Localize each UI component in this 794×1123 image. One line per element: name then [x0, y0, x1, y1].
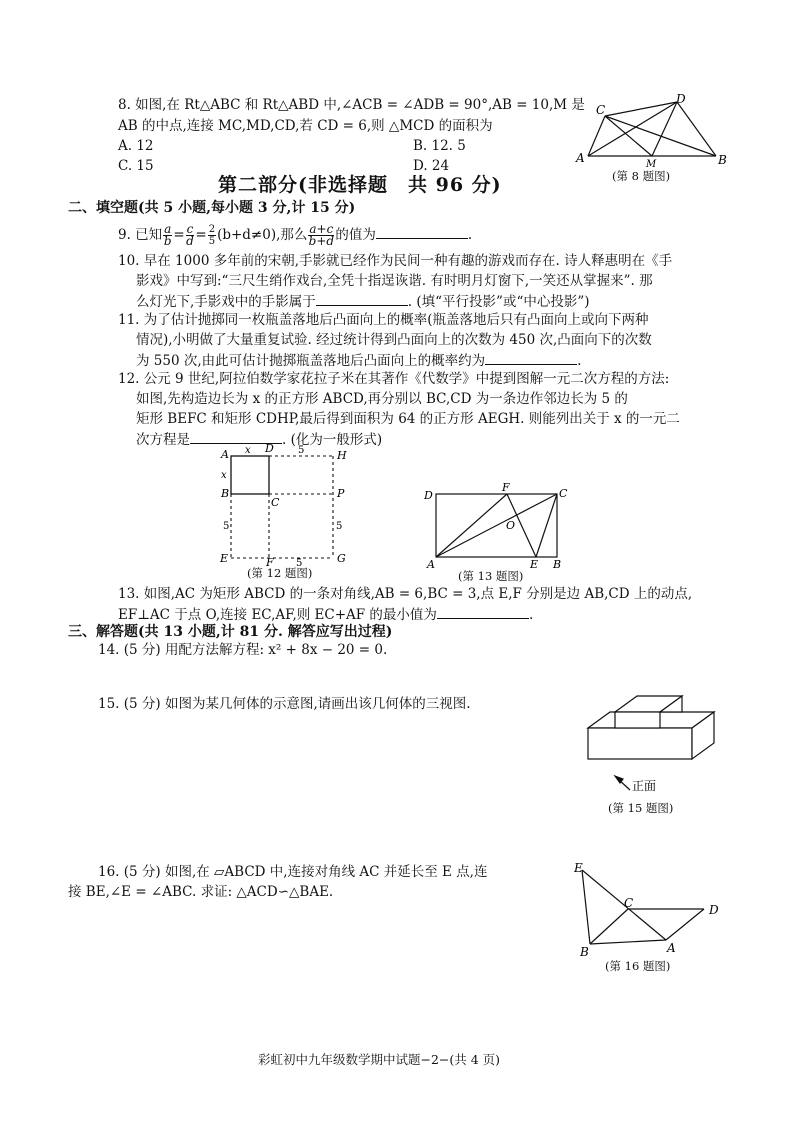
- q13-label-d: D: [424, 489, 433, 502]
- q8-label-d: D: [676, 92, 686, 106]
- q12-label-e: E: [220, 552, 229, 565]
- q9-answer-blank[interactable]: [376, 224, 468, 239]
- q16-figure: [566, 858, 726, 958]
- q16-label-e: E: [574, 861, 583, 875]
- q12-label-5-left: 5: [223, 521, 230, 532]
- q13-answer-blank[interactable]: [437, 604, 529, 619]
- q11-line2: 情况),小明做了大量重复试验. 经过统计得到凸面向上的次数为 450 次,凸面向下的次数: [136, 332, 652, 348]
- q12-label-5-bottom: 5: [296, 558, 303, 568]
- q13-label-c: C: [559, 487, 568, 500]
- q12-label-x-left: x: [221, 470, 227, 481]
- q13-label-b: B: [553, 558, 562, 571]
- q8-option-c: C. 15: [118, 158, 154, 174]
- q8-label-c: C: [596, 103, 606, 117]
- q12-line1: 12. 公元 9 世纪,阿拉伯数学家花拉子米在其著作《代数学》中提到图解一元二次方程的方法:: [118, 371, 670, 387]
- q15-front-label: 正面: [632, 779, 657, 793]
- q12-label-p: P: [337, 487, 345, 500]
- q12-label-x-top: x: [245, 445, 251, 456]
- q16-line1: 16. (5 分) 如图,在 ▱ABCD 中,连接对角线 AC 并延长至 E 点,连: [98, 864, 488, 880]
- q15-caption: (第 15 题图): [608, 801, 674, 815]
- q9: 9. 已知 $\frac{a}{b}$ = $\frac{c}{d}$ = $\frac{2}{5}$ (b+d≠0),那么 $\frac{a+c}{b+d}$ 的值为 .: [118, 222, 473, 248]
- page-footer: 彩虹初中九年级数学期中试题−2−(共 4 页): [258, 1052, 501, 1067]
- q12-label-h: H: [337, 449, 347, 462]
- q13-label-a: A: [427, 558, 435, 571]
- q12-label-5-top: 5: [298, 445, 305, 456]
- q8-label-a: A: [576, 151, 585, 165]
- q16-label-a: A: [667, 941, 676, 955]
- q8-line1: 8. 如图,在 Rt△ABC 和 Rt△ABD 中,∠ACB = ∠ADB = 90°,AB = 10,M 是: [118, 97, 585, 113]
- q12-label-a: A: [221, 448, 229, 461]
- q8-option-a: A. 12: [118, 138, 154, 154]
- q9-pre: 9. 已知: [118, 227, 163, 243]
- q16-caption: (第 16 题图): [605, 959, 671, 973]
- q8-option-d: D. 24: [413, 158, 450, 174]
- q12-line3: 矩形 BEFC 和矩形 CDHP,最后得到面积为 64 的正方形 AEGH. 则能列出关于 x 的一元二: [136, 411, 680, 427]
- q12-label-d: D: [265, 442, 274, 455]
- q16-label-c: C: [624, 896, 634, 910]
- q12-line4: 次方程是 . (化为一般形式): [136, 429, 382, 450]
- q9-frac-a-b: $\frac{a}{b}$: [163, 222, 172, 248]
- q12-label-b: B: [221, 487, 230, 500]
- q10-line1: 10. 早在 1000 多年前的宋朝,手影就已经作为民间一种有趣的游戏而存在. 诗人释惠明在《手: [118, 253, 673, 269]
- q12-label-f: F: [266, 556, 274, 568]
- q10-line3: 么灯光下,手影戏中的手影属于 . (填“平行投影”或“中心投影”): [136, 291, 590, 312]
- q13-label-e: E: [530, 558, 539, 571]
- q13-label-f: F: [502, 482, 510, 494]
- q11-line3: 为 550 次,由此可估计抛掷瓶盖落地后凸面向上的概率约为 .: [136, 350, 581, 371]
- q9-frac-target: $\frac{a+c}{b+d}$: [308, 222, 335, 248]
- q12-line2: 如图,先构造边长为 x 的正方形 ABCD,再分别以 BC,CD 为一条边作邻边长为 5 的: [136, 391, 628, 407]
- q14: 14. (5 分) 用配方法解方程: x² + 8x − 20 = 0.: [98, 642, 388, 658]
- q12-caption: (第 12 题图): [247, 566, 313, 580]
- q16-label-d: D: [709, 903, 719, 917]
- q10-answer-blank[interactable]: [316, 291, 408, 306]
- q12-label-g: G: [337, 552, 346, 565]
- fill-section-header: 二、填空题(共 5 小题,每小题 3 分,计 15 分): [68, 200, 356, 216]
- q13-line1: 13. 如图,AC 为矩形 ABCD 的一条对角线,AB = 6,BC = 3,点 E,F 分别是边 AB,CD 上的动点,: [118, 586, 693, 602]
- solve-section-header: 三、解答题(共 13 小题,计 81 分. 解答应写出过程): [68, 624, 393, 640]
- q9-frac-c-d: $\frac{c}{d}$: [186, 222, 194, 248]
- q13-figure: [422, 482, 572, 572]
- q12-label-5-right: 5: [336, 521, 343, 532]
- q13-line2: EF⊥AC 于点 O,连接 EC,AF,则 EC+AF 的最小值为 .: [118, 604, 533, 625]
- q16-label-b: B: [580, 945, 589, 958]
- part2-title: 第二部分(非选择题 共 96 分): [218, 174, 502, 196]
- q12-label-c: C: [271, 496, 280, 509]
- q8-figure: [570, 92, 730, 170]
- q13-label-o: O: [506, 519, 516, 532]
- q11-answer-blank[interactable]: [485, 350, 577, 365]
- q16-line2: 接 BE,∠E = ∠ABC. 求证: △ACD∽△BAE.: [68, 884, 334, 900]
- q13-caption: (第 13 题图): [458, 569, 524, 583]
- q15-figure: [582, 690, 722, 800]
- q8-label-m: M: [646, 159, 657, 170]
- q8-line2: AB 的中点,连接 MC,MD,CD,若 CD = 6,则 △MCD 的面积为: [118, 118, 493, 134]
- q11-line1: 11. 为了估计抛掷同一枚瓶盖落地后凸面向上的概率(瓶盖落地后只有凸面向上或向下两种: [118, 312, 649, 328]
- q8-label-b: B: [718, 153, 727, 167]
- q15: 15. (5 分) 如图为某几何体的示意图,请画出该几何体的三视图.: [98, 696, 471, 712]
- q10-line2: 影戏》中写到:“三尺生绡作戏台,全凭十指逞诙谐. 有时明月灯窗下,一笑还从掌握来”. 那: [136, 273, 653, 289]
- q9-frac-2-5: $\frac{2}{5}$: [208, 224, 216, 247]
- q8-option-b: B. 12. 5: [413, 138, 466, 154]
- q8-caption: (第 8 题图): [612, 169, 671, 183]
- q9-condition: (b+d≠0),那么: [217, 227, 308, 243]
- q12-figure: [214, 440, 364, 568]
